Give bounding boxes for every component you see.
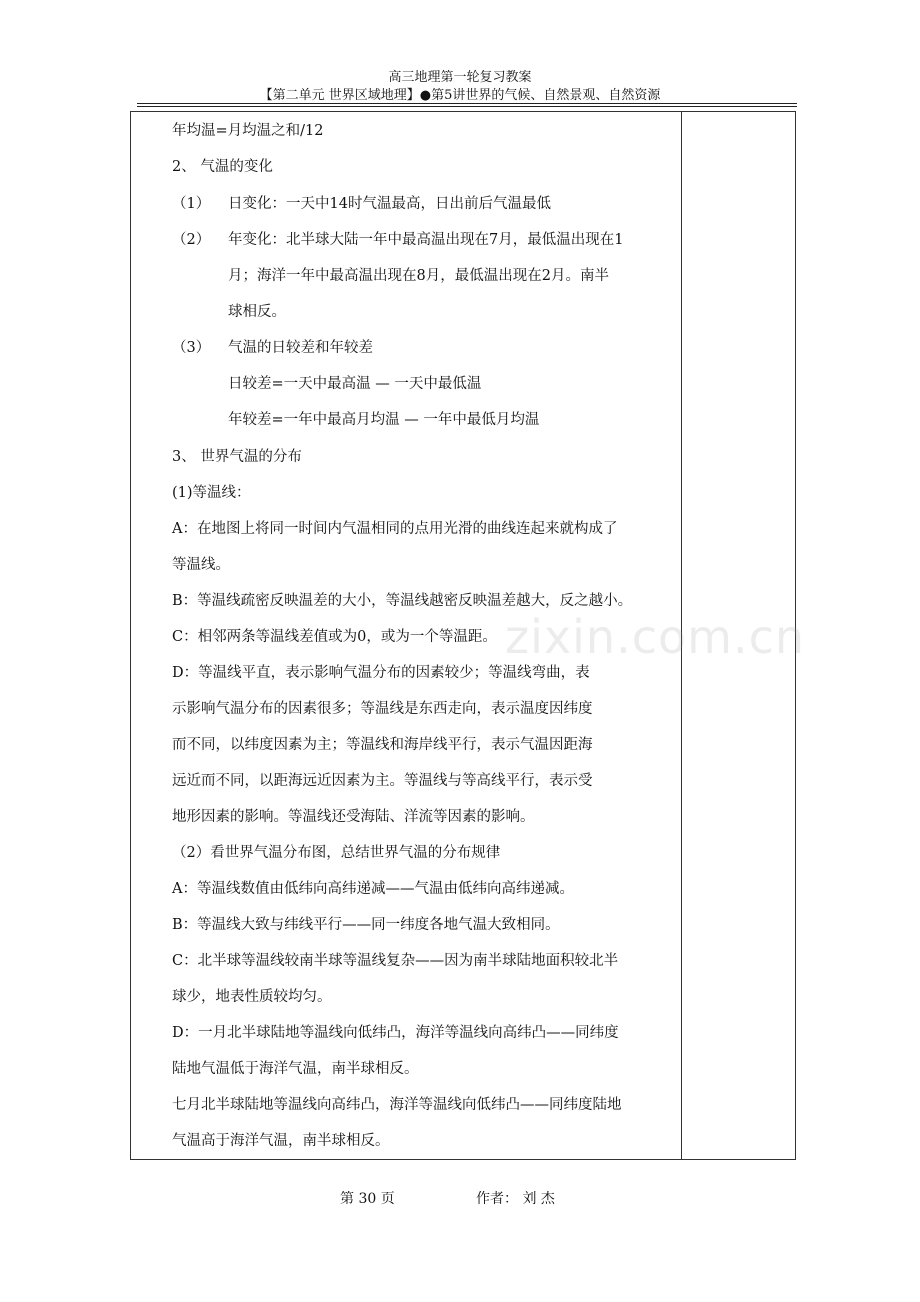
text-line: C：北半球等温线较南半球等温线复杂——因为南半球陆地面积较北半 [172,953,619,969]
list-marker: （3） [172,340,211,356]
text-line: 地形因素的影响。等温线还受海陆、洋流等因素的影响。 [172,809,535,825]
subsection-heading: （2）看世界气温分布图，总结世界气温的分布规律 [172,845,501,861]
text-line: 年均温=月均温之和/12 [172,123,324,139]
header-subtitle: 【第二单元 世界区域地理】●第5讲世界的气候、自然景观、自然资源 [259,88,661,103]
text-line: 球相反。 [228,304,286,320]
text-line: 陆地气温低于海洋气温，南半球相反。 [172,1061,419,1077]
subsection-heading: (1)等温线： [172,485,251,501]
text-line: D：一月北半球陆地等温线向低纬凸，海洋等温线向高纬凸——同纬度 [172,1025,619,1041]
text-line: 月；海洋一年中最高温出现在8月，最低温出现在2月。南半 [228,268,609,284]
header-title: 高三地理第一轮复习教案 [388,70,532,85]
text-line: 气温高于海洋气温，南半球相反。 [172,1133,390,1149]
text-line: 球少，地表性质较均匀。 [172,989,332,1005]
text-line: 远近而不同，以距海远近因素为主。等温线与等高线平行，表示受 [172,773,593,789]
text-line: 气温的日较差和年较差 [228,340,373,356]
text-line: 年变化：北半球大陆一年中最高温出现在7月，最低温出现在1 [228,232,624,248]
text-line: D：等温线平直，表示影响气温分布的因素较少；等温线弯曲，表 [172,665,590,681]
text-line: 而不同，以纬度因素为主；等温线和海岸线平行，表示气温因距海 [172,737,593,753]
text-line: 日变化：一天中14时气温最高，日出前后气温最低 [228,196,551,212]
header-rule-bottom [137,106,797,107]
text-line: 七月北半球陆地等温线向高纬凸，海洋等温线向低纬凸——同纬度陆地 [172,1097,622,1113]
list-marker: （2） [172,232,211,248]
text-line: 示影响气温分布的因素很多；等温线是东西走向，表示温度因纬度 [172,701,593,717]
header-rule-top [137,103,797,104]
text-line: C：相邻两条等温线差值或为0，或为一个等温距。 [172,629,497,645]
watermark: zixin.com.cn [505,610,806,664]
author-credit: 作者： 刘 杰 [476,1191,555,1207]
section-heading: 3、 世界气温的分布 [172,449,302,465]
text-line: 等温线。 [172,557,230,573]
text-line: A：等温线数值由低纬向高纬递减——气温由低纬向高纬递减。 [172,881,574,897]
text-line: B：等温线大致与纬线平行——同一纬度各地气温大致相同。 [172,917,560,933]
formula-line: 日较差=一天中最高温 — 一天中最低温 [228,376,482,392]
page-number: 第 30 页 [340,1191,395,1207]
text-line: B：等温线疏密反映温差的大小，等温线越密反映温差越大，反之越小。 [172,593,633,609]
formula-line: 年较差=一年中最高月均温 — 一年中最低月均温 [228,412,540,428]
section-heading: 2、 气温的变化 [172,159,273,175]
list-marker: （1） [172,196,211,212]
text-line: A：在地图上将同一时间内气温相同的点用光滑的曲线连起来就构成了 [172,521,618,537]
